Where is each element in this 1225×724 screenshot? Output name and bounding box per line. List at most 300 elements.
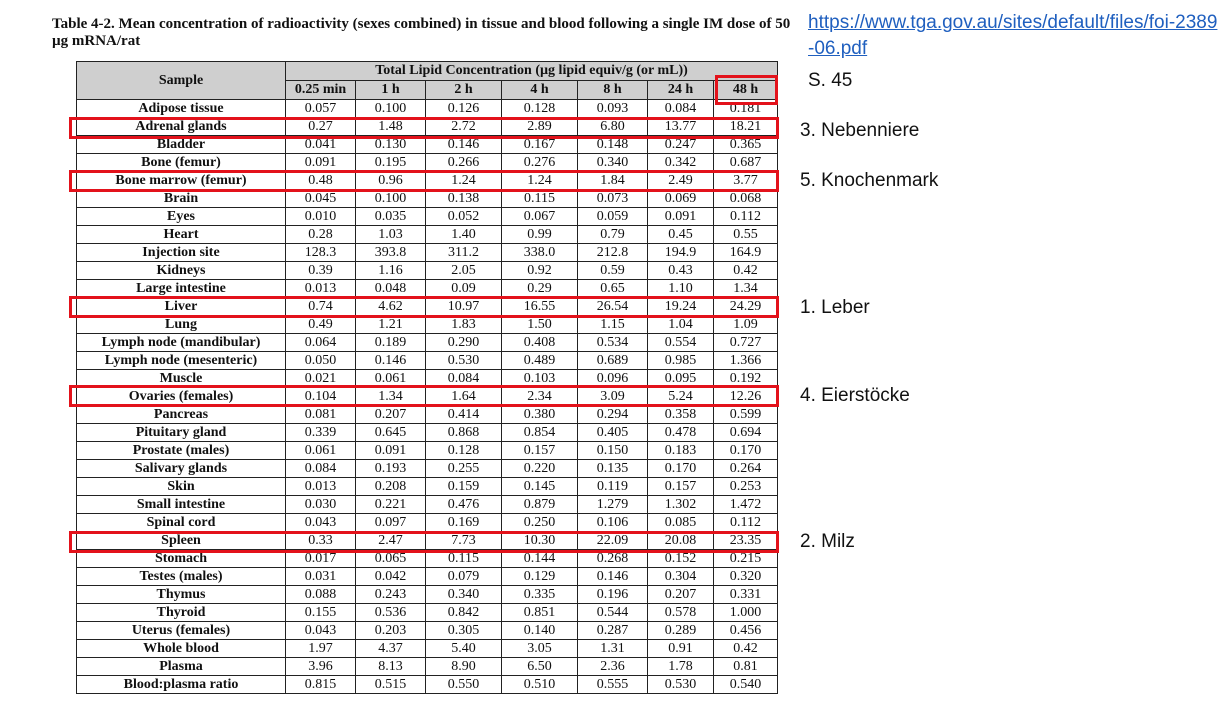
value-cell: 0.085 — [648, 514, 714, 532]
value-cell: 0.727 — [714, 334, 778, 352]
value-cell: 0.555 — [578, 676, 648, 694]
value-cell: 0.243 — [356, 586, 426, 604]
sample-name-cell: Bone marrow (femur) — [77, 172, 286, 190]
value-cell: 0.059 — [578, 208, 648, 226]
table-row — [77, 190, 778, 208]
time-column-header: 0.25 min — [286, 81, 356, 100]
table-row — [77, 388, 778, 406]
table-row — [77, 460, 778, 478]
value-cell: 0.064 — [286, 334, 356, 352]
sample-name-cell: Eyes — [77, 208, 286, 226]
sample-name-cell: Blood:plasma ratio — [77, 676, 286, 694]
value-cell: 0.220 — [502, 460, 578, 478]
value-cell: 0.28 — [286, 226, 356, 244]
value-cell: 1.10 — [648, 280, 714, 298]
value-cell: 0.112 — [714, 514, 778, 532]
value-cell: 0.129 — [502, 568, 578, 586]
value-cell: 1.78 — [648, 658, 714, 676]
value-cell: 0.148 — [578, 136, 648, 154]
sample-name-cell: Salivary glands — [77, 460, 286, 478]
value-cell: 0.048 — [356, 280, 426, 298]
value-cell: 0.287 — [578, 622, 648, 640]
value-cell: 1.15 — [578, 316, 648, 334]
value-cell: 1.302 — [648, 496, 714, 514]
value-cell: 0.084 — [648, 100, 714, 118]
value-cell: 0.045 — [286, 190, 356, 208]
value-cell: 0.879 — [502, 496, 578, 514]
value-cell: 0.043 — [286, 622, 356, 640]
value-cell: 0.095 — [648, 370, 714, 388]
value-cell: 212.8 — [578, 244, 648, 262]
sample-name-cell: Heart — [77, 226, 286, 244]
value-cell: 7.73 — [426, 532, 502, 550]
table-row — [77, 424, 778, 442]
value-cell: 0.135 — [578, 460, 648, 478]
value-cell: 10.30 — [502, 532, 578, 550]
value-cell: 0.29 — [502, 280, 578, 298]
value-cell: 1.34 — [714, 280, 778, 298]
table-row — [77, 496, 778, 514]
sample-name-cell: Thyroid — [77, 604, 286, 622]
value-cell: 0.815 — [286, 676, 356, 694]
page-reference: S. 45 — [808, 70, 853, 91]
value-cell: 26.54 — [578, 298, 648, 316]
value-cell: 2.36 — [578, 658, 648, 676]
value-cell: 8.90 — [426, 658, 502, 676]
value-cell: 2.47 — [356, 532, 426, 550]
sample-name-cell: Adipose tissue — [77, 100, 286, 118]
value-cell: 3.96 — [286, 658, 356, 676]
value-cell: 0.144 — [502, 550, 578, 568]
value-cell: 0.33 — [286, 532, 356, 550]
value-cell: 0.030 — [286, 496, 356, 514]
value-cell: 1.24 — [426, 172, 502, 190]
value-cell: 24.29 — [714, 298, 778, 316]
value-cell: 8.13 — [356, 658, 426, 676]
value-cell: 6.50 — [502, 658, 578, 676]
value-cell: 0.112 — [714, 208, 778, 226]
value-cell: 0.088 — [286, 586, 356, 604]
value-cell: 0.540 — [714, 676, 778, 694]
value-cell: 0.169 — [426, 514, 502, 532]
value-cell: 0.203 — [356, 622, 426, 640]
table-row — [77, 622, 778, 640]
sample-name-cell: Spleen — [77, 532, 286, 550]
value-cell: 0.157 — [648, 478, 714, 496]
value-cell: 0.196 — [578, 586, 648, 604]
note-bone-marrow: 5. Knochenmark — [800, 170, 939, 191]
value-cell: 0.456 — [714, 622, 778, 640]
value-cell: 0.55 — [714, 226, 778, 244]
value-cell: 0.59 — [578, 262, 648, 280]
value-cell: 1.366 — [714, 352, 778, 370]
value-cell: 1.21 — [356, 316, 426, 334]
value-cell: 0.041 — [286, 136, 356, 154]
table-row — [77, 136, 778, 154]
value-cell: 0.42 — [714, 640, 778, 658]
value-cell: 0.294 — [578, 406, 648, 424]
table-title: Table 4-2. Mean concentration of radioactivity (sexes combined) in tissue and blood following a single IM dose of 50 µg mRNA/rat — [52, 16, 791, 49]
value-cell: 0.380 — [502, 406, 578, 424]
value-cell: 0.065 — [356, 550, 426, 568]
value-cell: 1.83 — [426, 316, 502, 334]
value-cell: 0.304 — [648, 568, 714, 586]
value-cell: 0.150 — [578, 442, 648, 460]
table-row — [77, 172, 778, 190]
sample-name-cell: Spinal cord — [77, 514, 286, 532]
sample-name-cell: Pancreas — [77, 406, 286, 424]
value-cell: 0.358 — [648, 406, 714, 424]
table-row — [77, 676, 778, 694]
table-row — [77, 262, 778, 280]
sample-name-cell: Thymus — [77, 586, 286, 604]
value-cell: 0.554 — [648, 334, 714, 352]
value-cell: 0.115 — [426, 550, 502, 568]
value-cell: 0.250 — [502, 514, 578, 532]
sample-name-cell: Whole blood — [77, 640, 286, 658]
value-cell: 0.050 — [286, 352, 356, 370]
value-cell: 0.159 — [426, 478, 502, 496]
value-cell: 4.62 — [356, 298, 426, 316]
value-cell: 1.000 — [714, 604, 778, 622]
sample-name-cell: Lymph node (mesenteric) — [77, 352, 286, 370]
source-link[interactable]: https://www.tga.gov.au/sites/default/files/foi-2389-06.pdf — [808, 12, 1218, 59]
table-row — [77, 352, 778, 370]
value-cell: 0.985 — [648, 352, 714, 370]
value-cell: 0.478 — [648, 424, 714, 442]
value-cell: 0.331 — [714, 586, 778, 604]
value-cell: 194.9 — [648, 244, 714, 262]
note-ovaries: 4. Eierstöcke — [800, 385, 910, 406]
value-cell: 1.34 — [356, 388, 426, 406]
value-cell: 0.39 — [286, 262, 356, 280]
value-cell: 2.49 — [648, 172, 714, 190]
value-cell: 0.097 — [356, 514, 426, 532]
value-cell: 1.31 — [578, 640, 648, 658]
sample-name-cell: Large intestine — [77, 280, 286, 298]
value-cell: 0.340 — [578, 154, 648, 172]
table-row — [77, 568, 778, 586]
value-cell: 0.305 — [426, 622, 502, 640]
value-cell: 0.92 — [502, 262, 578, 280]
table-row — [77, 118, 778, 136]
value-cell: 0.091 — [648, 208, 714, 226]
value-cell: 0.339 — [286, 424, 356, 442]
value-cell: 0.189 — [356, 334, 426, 352]
value-cell: 0.013 — [286, 280, 356, 298]
value-cell: 1.64 — [426, 388, 502, 406]
value-cell: 0.365 — [714, 136, 778, 154]
value-cell: 393.8 — [356, 244, 426, 262]
value-cell: 0.152 — [648, 550, 714, 568]
value-cell: 2.05 — [426, 262, 502, 280]
sample-name-cell: Kidneys — [77, 262, 286, 280]
table-row — [77, 100, 778, 118]
value-cell: 0.268 — [578, 550, 648, 568]
table-row — [77, 478, 778, 496]
table-row — [77, 604, 778, 622]
value-cell: 0.167 — [502, 136, 578, 154]
value-cell: 0.290 — [426, 334, 502, 352]
value-cell: 0.276 — [502, 154, 578, 172]
value-cell: 0.74 — [286, 298, 356, 316]
value-cell: 0.289 — [648, 622, 714, 640]
sample-name-cell: Prostate (males) — [77, 442, 286, 460]
value-cell: 128.3 — [286, 244, 356, 262]
value-cell: 0.042 — [356, 568, 426, 586]
concentration-table — [76, 61, 778, 694]
value-cell: 0.157 — [502, 442, 578, 460]
value-cell: 164.9 — [714, 244, 778, 262]
value-cell: 23.35 — [714, 532, 778, 550]
value-cell: 0.851 — [502, 604, 578, 622]
value-cell: 0.193 — [356, 460, 426, 478]
value-cell: 12.26 — [714, 388, 778, 406]
value-cell: 1.48 — [356, 118, 426, 136]
table-row — [77, 586, 778, 604]
value-cell: 0.544 — [578, 604, 648, 622]
sample-name-cell: Skin — [77, 478, 286, 496]
value-cell: 0.221 — [356, 496, 426, 514]
value-cell: 0.128 — [426, 442, 502, 460]
value-cell: 0.79 — [578, 226, 648, 244]
value-cell: 0.067 — [502, 208, 578, 226]
value-cell: 0.013 — [286, 478, 356, 496]
sample-name-cell: Ovaries (females) — [77, 388, 286, 406]
value-cell: 0.405 — [578, 424, 648, 442]
value-cell: 0.335 — [502, 586, 578, 604]
sample-name-cell: Pituitary gland — [77, 424, 286, 442]
value-cell: 1.40 — [426, 226, 502, 244]
value-cell: 0.031 — [286, 568, 356, 586]
sample-name-cell: Plasma — [77, 658, 286, 676]
value-cell: 0.052 — [426, 208, 502, 226]
value-cell: 0.81 — [714, 658, 778, 676]
value-cell: 338.0 — [502, 244, 578, 262]
table-row — [77, 244, 778, 262]
value-cell: 0.091 — [286, 154, 356, 172]
value-cell: 0.061 — [286, 442, 356, 460]
value-cell: 0.253 — [714, 478, 778, 496]
sample-name-cell: Muscle — [77, 370, 286, 388]
table-row — [77, 316, 778, 334]
value-cell: 0.42 — [714, 262, 778, 280]
value-cell: 1.84 — [578, 172, 648, 190]
table-row — [77, 370, 778, 388]
value-cell: 1.16 — [356, 262, 426, 280]
value-cell: 0.534 — [578, 334, 648, 352]
value-cell: 0.91 — [648, 640, 714, 658]
value-cell: 0.017 — [286, 550, 356, 568]
value-cell: 0.170 — [714, 442, 778, 460]
value-cell: 0.414 — [426, 406, 502, 424]
value-cell: 0.476 — [426, 496, 502, 514]
value-cell: 0.084 — [426, 370, 502, 388]
sample-name-cell: Lung — [77, 316, 286, 334]
value-cell: 0.170 — [648, 460, 714, 478]
value-cell: 5.40 — [426, 640, 502, 658]
value-cell: 2.72 — [426, 118, 502, 136]
table-row — [77, 226, 778, 244]
value-cell: 0.868 — [426, 424, 502, 442]
value-cell: 0.128 — [502, 100, 578, 118]
value-cell: 0.155 — [286, 604, 356, 622]
value-cell: 0.084 — [286, 460, 356, 478]
value-cell: 0.079 — [426, 568, 502, 586]
time-column-header: 4 h — [502, 81, 578, 100]
value-cell: 0.106 — [578, 514, 648, 532]
value-cell: 3.05 — [502, 640, 578, 658]
value-cell: 0.126 — [426, 100, 502, 118]
value-cell: 0.138 — [426, 190, 502, 208]
table-row — [77, 442, 778, 460]
sample-name-cell: Small intestine — [77, 496, 286, 514]
value-cell: 18.21 — [714, 118, 778, 136]
value-cell: 0.27 — [286, 118, 356, 136]
note-adrenal: 3. Nebenniere — [800, 120, 920, 141]
sample-name-cell: Liver — [77, 298, 286, 316]
value-cell: 0.100 — [356, 190, 426, 208]
value-cell: 0.489 — [502, 352, 578, 370]
sample-name-cell: Testes (males) — [77, 568, 286, 586]
value-cell: 0.183 — [648, 442, 714, 460]
value-cell: 0.146 — [356, 352, 426, 370]
value-cell: 0.99 — [502, 226, 578, 244]
value-cell: 0.340 — [426, 586, 502, 604]
value-cell: 0.854 — [502, 424, 578, 442]
value-cell: 0.255 — [426, 460, 502, 478]
note-spleen: 2. Milz — [800, 531, 855, 552]
time-column-header: 1 h — [356, 81, 426, 100]
value-cell: 0.181 — [714, 100, 778, 118]
value-cell: 0.320 — [714, 568, 778, 586]
value-cell: 0.266 — [426, 154, 502, 172]
value-cell: 0.515 — [356, 676, 426, 694]
value-cell: 0.342 — [648, 154, 714, 172]
note-liver: 1. Leber — [800, 297, 870, 318]
time-column-header: 8 h — [578, 81, 648, 100]
value-cell: 6.80 — [578, 118, 648, 136]
value-cell: 0.536 — [356, 604, 426, 622]
sample-name-cell: Bladder — [77, 136, 286, 154]
value-cell: 5.24 — [648, 388, 714, 406]
value-cell: 0.550 — [426, 676, 502, 694]
value-cell: 0.140 — [502, 622, 578, 640]
sample-name-cell: Stomach — [77, 550, 286, 568]
table-row — [77, 334, 778, 352]
value-cell: 0.043 — [286, 514, 356, 532]
table-row — [77, 532, 778, 550]
value-cell: 0.530 — [426, 352, 502, 370]
value-cell: 0.010 — [286, 208, 356, 226]
value-cell: 0.207 — [356, 406, 426, 424]
sample-name-cell: Bone (femur) — [77, 154, 286, 172]
table-row — [77, 658, 778, 676]
value-cell: 13.77 — [648, 118, 714, 136]
value-cell: 0.694 — [714, 424, 778, 442]
value-cell: 20.08 — [648, 532, 714, 550]
value-cell: 1.24 — [502, 172, 578, 190]
value-cell: 0.192 — [714, 370, 778, 388]
value-cell: 19.24 — [648, 298, 714, 316]
value-cell: 0.130 — [356, 136, 426, 154]
group-header: Total Lipid Concentration (µg lipid equiv/g (or mL)) — [286, 62, 778, 81]
time-column-header: 2 h — [426, 81, 502, 100]
time-column-header: 48 h — [714, 81, 778, 100]
value-cell: 0.096 — [578, 370, 648, 388]
value-cell: 0.49 — [286, 316, 356, 334]
value-cell: 3.77 — [714, 172, 778, 190]
value-cell: 0.215 — [714, 550, 778, 568]
sample-name-cell: Injection site — [77, 244, 286, 262]
value-cell: 0.069 — [648, 190, 714, 208]
value-cell: 0.578 — [648, 604, 714, 622]
value-cell: 0.599 — [714, 406, 778, 424]
value-cell: 0.115 — [502, 190, 578, 208]
value-cell: 0.408 — [502, 334, 578, 352]
value-cell: 1.97 — [286, 640, 356, 658]
value-cell: 10.97 — [426, 298, 502, 316]
value-cell: 0.530 — [648, 676, 714, 694]
value-cell: 0.09 — [426, 280, 502, 298]
value-cell: 0.068 — [714, 190, 778, 208]
value-cell: 22.09 — [578, 532, 648, 550]
value-cell: 0.510 — [502, 676, 578, 694]
value-cell: 0.65 — [578, 280, 648, 298]
value-cell: 0.43 — [648, 262, 714, 280]
value-cell: 0.091 — [356, 442, 426, 460]
value-cell: 1.09 — [714, 316, 778, 334]
value-cell: 0.104 — [286, 388, 356, 406]
value-cell: 0.146 — [578, 568, 648, 586]
value-cell: 1.472 — [714, 496, 778, 514]
value-cell: 0.021 — [286, 370, 356, 388]
value-cell: 0.081 — [286, 406, 356, 424]
value-cell: 0.057 — [286, 100, 356, 118]
value-cell: 3.09 — [578, 388, 648, 406]
value-cell: 0.103 — [502, 370, 578, 388]
value-cell: 0.645 — [356, 424, 426, 442]
value-cell: 4.37 — [356, 640, 426, 658]
value-cell: 0.145 — [502, 478, 578, 496]
value-cell: 0.264 — [714, 460, 778, 478]
value-cell: 0.100 — [356, 100, 426, 118]
value-cell: 0.208 — [356, 478, 426, 496]
value-cell: 0.073 — [578, 190, 648, 208]
value-cell: 311.2 — [426, 244, 502, 262]
value-cell: 0.842 — [426, 604, 502, 622]
sample-name-cell: Adrenal glands — [77, 118, 286, 136]
sample-name-cell: Brain — [77, 190, 286, 208]
table-row — [77, 550, 778, 568]
table-row — [77, 280, 778, 298]
sample-name-cell: Lymph node (mandibular) — [77, 334, 286, 352]
table-row — [77, 406, 778, 424]
value-cell: 0.119 — [578, 478, 648, 496]
value-cell: 1.04 — [648, 316, 714, 334]
value-cell: 0.207 — [648, 586, 714, 604]
table-row — [77, 514, 778, 532]
value-cell: 0.48 — [286, 172, 356, 190]
table-row — [77, 640, 778, 658]
value-cell: 0.093 — [578, 100, 648, 118]
value-cell: 0.247 — [648, 136, 714, 154]
value-cell: 16.55 — [502, 298, 578, 316]
value-cell: 1.03 — [356, 226, 426, 244]
value-cell: 0.96 — [356, 172, 426, 190]
time-column-header: 24 h — [648, 81, 714, 100]
sample-header: Sample — [77, 62, 286, 100]
